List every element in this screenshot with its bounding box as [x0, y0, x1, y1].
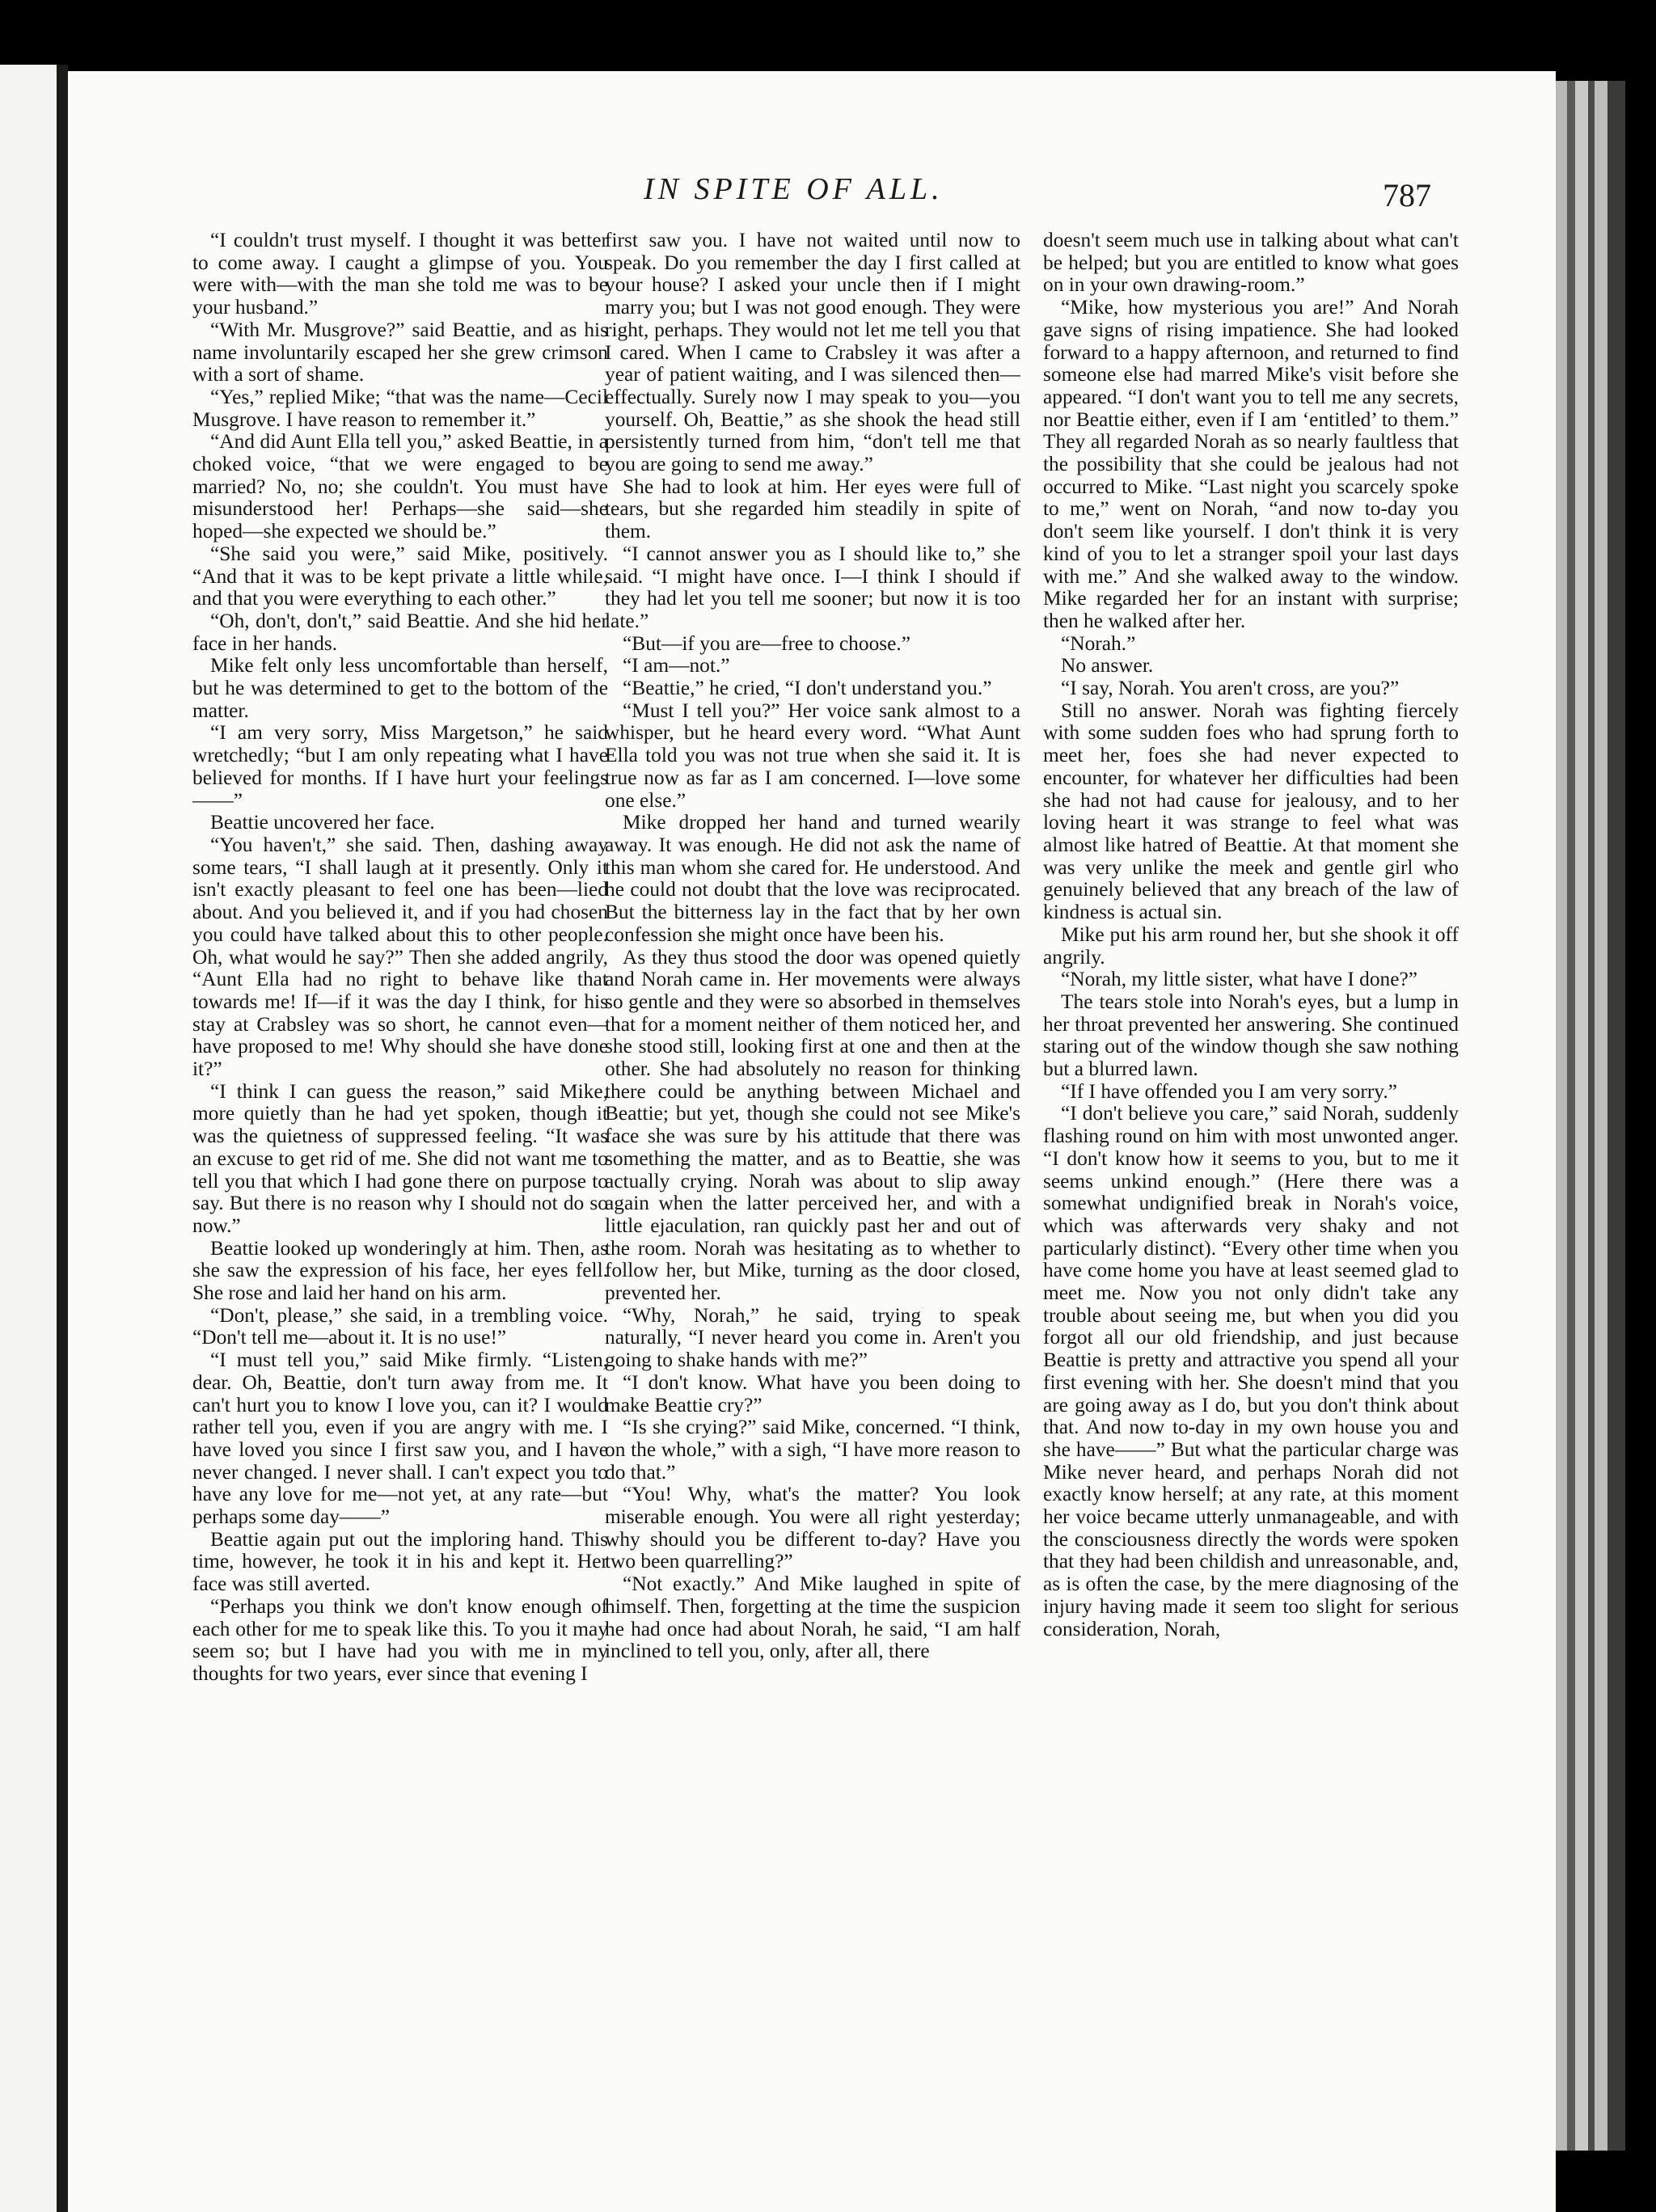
paragraph: “I say, Norah. You aren't cross, are you?” — [1061, 677, 1400, 700]
text-column-2 — [605, 230, 1020, 2186]
running-head: IN SPITE OF ALL. — [644, 172, 944, 206]
paragraph: “I don't believe you care,” said Norah, suddenly flashing round on him with most unwonted anger. “I don't know how it seems to you, but to me it seems unkind enough.” (Here there was a somewhat undignified break in Norah's voice, which was afterwards very shaky and not particularly distinct). “Every other time when you have come home you have at least seemed glad to meet me. Now you not only didn't take any trouble about seeing me, but when you did you forgot all our old friendship, and just because Beattie is pretty and attractive you spend all your first evening with her. She doesn't mind that you are going away as I do, but you don't think about that. And now to-day in my own house you and she have——” But what the particular charge was Mike never heard, and perhaps Norah did not exactly know herself; at any rate, at this moment her voice became utterly unmanageable, and with the consciousness directly the words were spoken that they had been childish and unreasonable, and, as is often the case, by the mere diagnosing of the injury having made it seem too slight for serious consideration, Norah, — [1043, 1102, 1459, 1640]
paragraph: She had to look at him. Her eyes were full of tears, but she regarded him steadily in spite of them. — [605, 475, 1020, 543]
paragraph: As they thus stood the door was opened quietly and Norah came in. Her movements were always so gentle and they were so absorbed in themselves that for a moment neither of them noticed her, and she stood still, looking first at one and then at the other. She had absolutely no reason for thinking there could be anything between Michael and Beattie; but yet, though she could not see Mike's face she was sure by his attitude that there was something the matter, and as to Beattie, she was actually crying. Norah was about to slip away again when the latter perceived her, and with a little ejaculation, ran quickly past her and out of the room. Norah was hesitating as to whether to follow her, but Mike, turning as the door closed, prevented her. — [605, 945, 1020, 1305]
paragraph: “I am very sorry, Miss Margetson,” he said wretchedly; “but I am only repeating what I have believed for months. If I have hurt your feelings——” — [192, 721, 608, 812]
paragraph: “I don't know. What have you been doing to make Beattie cry?” — [605, 1370, 1020, 1416]
page-fore-edge — [1588, 81, 1595, 2151]
page-fore-edge — [1595, 81, 1607, 2151]
paragraph: Still no answer. Norah was fighting fiercely with some sudden foes who had sprung forth to meet her, foes she had never expected to encounter, for whatever her difficulties had been she had not had cause for jealousy, and to her loving heart it was strange to feel what was almost like hatred of Beattie. At that moment she was very unlike the meek and gentle girl who genuinely believed that any breach of the law of kindness is actual sin. — [1043, 699, 1459, 924]
paragraph: “You! Why, what's the matter? You look miserable enough. You were all right yesterday; why should you be different to-day? Have you two been quarrelling?” — [605, 1483, 1020, 1573]
page-fore-edge — [1556, 81, 1567, 2151]
text-column-3 — [1043, 230, 1459, 2186]
paragraph: “Norah, my little sister, what have I done?” — [1061, 968, 1418, 991]
paragraph: Mike felt only less uncomfortable than herself, but he was determined to get to the bottom of the matter. — [192, 654, 608, 722]
paragraph: Beattie looked up wonderingly at him. Then, as she saw the expression of his face, her eyes fell. She rose and laid her hand on his arm. — [192, 1236, 608, 1305]
page-number: 787 — [1383, 177, 1431, 213]
paragraph: “Beattie,” he cried, “I don't understand you.” — [623, 677, 992, 700]
book-gutter — [57, 65, 68, 2212]
paragraph: “I think I can guess the reason,” said Mike, more quietly than he had yet spoken, though it was the quietness of suppressed feeling. “It was an excuse to get rid of me. She did not want me to tell you that which I had gone there on purpose to say. But there is no reason why I should not do so now.” — [192, 1079, 608, 1237]
paragraph: “Oh, don't, don't,” said Beattie. And she hid her face in her hands. — [192, 609, 608, 655]
paragraph: “I cannot answer you as I should like to,” she said. “I might have once. I—I think I should if they had let you tell me sooner; but now it is too late.” — [605, 542, 1020, 632]
paragraph: doesn't seem much use in talking about what can't be helped; but you are entitled to know what goes on in your own drawing-room.” — [1043, 230, 1459, 297]
paragraph: “With Mr. Musgrove?” said Beattie, and as his name involuntarily escaped her she grew crimson with a sort of shame. — [192, 318, 608, 386]
paragraph: “If I have offended you I am very sorry.” — [1061, 1079, 1397, 1103]
paragraph: “Mike, how mysterious you are!” And Norah gave signs of rising impatience. She had looked forward to a happy afternoon, and returned to find someone else had marred Mike's visit before she appeared. “I don't want you to tell me any secrets, nor Beattie either, even if I am ‘entitled’ to them.” They all regarded Norah as so nearly faultless that the possibility that she could be jealous had not occurred to Mike. “Last night you scarcely spoke to me,” went on Norah, “and now to-day you don't seem like yourself. I don't think it is very kind of you to let a stranger spoil your last days with me.” And she walked away to the window. Mike regarded her for an instant with surprise; then he walked after her. — [1043, 296, 1459, 632]
paragraph: Beattie again put out the imploring hand. This time, however, he took it in his and kept it. Her face was still averted. — [192, 1527, 608, 1596]
paragraph: “I couldn't trust myself. I thought it was better to come away. I caught a glimpse of you. You were with—with the man she told me was to be your husband.” — [192, 230, 608, 319]
paragraph: Mike put his arm round her, but she shook it off angrily. — [1043, 922, 1459, 969]
paragraph: “I must tell you,” said Mike firmly. “Listen, dear. Oh, Beattie, don't turn away from me. It can't hurt you to know I love you, can it? I would rather tell you, even if you are angry with me. I have loved you since I first saw you, and I have never changed. I never shall. I can't expect you to have any love for me—not yet, at any rate—but perhaps some day——” — [192, 1349, 608, 1529]
page-fore-edge — [1607, 81, 1625, 2151]
page-fore-edge — [1575, 81, 1588, 2151]
paragraph: “I am—not.” — [623, 654, 730, 678]
paragraph: Beattie uncovered her face. — [210, 811, 435, 834]
paragraph: first saw you. I have not waited until now to speak. Do you remember the day I first called at your house? I asked your uncle then if I might marry you; but I was not good enough. They were right, perhaps. They would not let me tell you that I cared. When I came to Crabsley it was after a year of patient waiting, and I was silenced then—effectually. Surely now I may speak to you—you yourself. Oh, Beattie,” as she shook the head still persistently turned from him, “don't tell me that you are going to send me away.” — [605, 230, 1020, 476]
paragraph: “Why, Norah,” he said, trying to speak naturally, “I never heard you come in. Aren't you going to shake hands with me?” — [605, 1303, 1020, 1372]
paragraph: “She said you were,” said Mike, positively. “And that it was to be kept private a little while, and that you were everything to each other.” — [192, 542, 608, 610]
paragraph: “You haven't,” she said. Then, dashing away some tears, “I shall laugh at it presently. Only it isn't exactly pleasant to feel one has been—lied about. And you believed it, and if you had chosen you could have talked about this to other people. Oh, what would he say?” Then she added angrily, “Aunt Ella had no right to behave like that towards me! If—if it was the day I think, for his stay at Crabsley was so short, he cannot even—have proposed to me! Why should she have done it?” — [192, 833, 608, 1081]
paragraph: “But—if you are—free to choose.” — [623, 631, 911, 655]
paragraph: “Don't, please,” she said, in a trembling voice. “Don't tell me—about it. It is no use!” — [192, 1303, 608, 1349]
paragraph: “And did Aunt Ella tell you,” asked Beattie, in a choked voice, “that we were engaged to be married? No, no; she couldn't. You must have misunderstood her! Perhaps—she said—she hoped—she expected we should be.” — [192, 430, 608, 543]
facing-page-edge — [0, 65, 57, 2212]
paragraph: “Yes,” replied Mike; “that was the name—Cecil Musgrove. I have reason to remember it.” — [192, 385, 608, 431]
page-fore-edge — [1567, 81, 1575, 2151]
paragraph: “Is she crying?” said Mike, concerned. “I think, on the whole,” with a sigh, “I have more reason to do that.” — [605, 1416, 1020, 1484]
paragraph: Mike dropped her hand and turned wearily away. It was enough. He did not ask the name of this man whom she cared for. He understood. And he could not doubt that the love was reciprocated. But the bitterness lay in the fact that by her own confession she might once have been his. — [605, 811, 1020, 946]
text-column-1 — [192, 230, 608, 2186]
paragraph: “Norah.” — [1061, 631, 1136, 655]
paragraph: “Perhaps you think we don't know enough of each other for me to speak like this. To you it may seem so; but I have had you with me in my thoughts for two years, ever since that evening I — [192, 1594, 608, 1685]
paragraph: The tears stole into Norah's eyes, but a lump in her throat prevented her answering. She continued staring out of the window though she saw nothing but a blurred lawn. — [1043, 990, 1459, 1081]
paragraph: No answer. — [1061, 654, 1154, 678]
paragraph: “Must I tell you?” Her voice sank almost to a whisper, but he heard every word. “What Aunt Ella told you was not true when she said it. It is true now as far as I am concerned. I—love some one else.” — [605, 699, 1020, 812]
paragraph: “Not exactly.” And Mike laughed in spite of himself. Then, forgetting at the time the suspicion he had once had about Norah, he said, “I am half inclined to tell you, only, after all, there — [605, 1572, 1020, 1663]
